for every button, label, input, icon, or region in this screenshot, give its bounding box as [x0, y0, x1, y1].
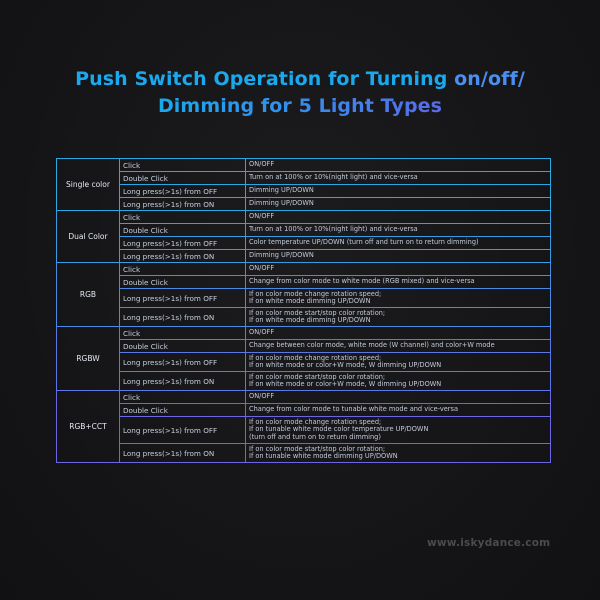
- title-line-1: [0, 66, 600, 93]
- description-line: Turn on at 100% or 10%(night light) and vice-versa: [249, 225, 418, 234]
- operation-table: [56, 158, 551, 463]
- description-line: Change from color mode to tunable white mode and vice-versa: [249, 405, 458, 414]
- description-cell: [246, 224, 551, 237]
- operation-cell: Long press(>1s) from ON: [120, 250, 246, 263]
- description-line: Dimming UP/DOWN: [249, 251, 314, 260]
- title-line-1-text: Push Switch Operation for Turning: [75, 68, 455, 90]
- operation-cell: Long press(>1s) from OFF: [120, 353, 246, 372]
- table-row: [57, 340, 551, 353]
- description-line: Turn on at 100% or 10%(night light) and vice-versa: [249, 173, 418, 182]
- description-cell: [246, 185, 551, 198]
- light-type-cell: Single color: [57, 159, 120, 211]
- light-type-cell: RGB+CCT: [57, 391, 120, 463]
- description-cell: [246, 263, 551, 276]
- description-cell: [246, 211, 551, 224]
- description-line: ON/OFF: [249, 212, 275, 221]
- table-row: [57, 391, 551, 404]
- description-cell: [246, 444, 551, 463]
- title-line-2: [0, 93, 600, 120]
- operation-cell: Double Click: [120, 340, 246, 353]
- description-line: If on tunable white mode dimming UP/DOWN: [249, 452, 398, 460]
- title-line-2-text: Dimming for 5 Light Types: [157, 95, 443, 117]
- description-line: Dimming UP/DOWN: [249, 186, 314, 195]
- light-type-cell: Dual Color: [57, 211, 120, 263]
- description-line: If on color mode start/stop color rotation;: [249, 308, 386, 317]
- operation-cell: Long press(>1s) from OFF: [120, 289, 246, 308]
- description-line: Change from color mode to white mode (RGB mixed) and vice-versa: [249, 277, 475, 286]
- operation-cell: Click: [120, 391, 246, 404]
- table-row: [57, 224, 551, 237]
- operation-cell: Long press(>1s) from ON: [120, 372, 246, 391]
- table-row: [57, 237, 551, 250]
- description-line: Dimming UP/DOWN: [249, 199, 314, 208]
- description-cell: [246, 198, 551, 211]
- table-row: [57, 211, 551, 224]
- operation-cell: Long press(>1s) from ON: [120, 444, 246, 463]
- table-row: [57, 185, 551, 198]
- operation-cell: Double Click: [120, 172, 246, 185]
- table-row: [57, 444, 551, 463]
- title-line-1-highlight: on/off/: [454, 68, 525, 90]
- operation-cell: Long press(>1s) from ON: [120, 198, 246, 211]
- operation-cell: Long press(>1s) from ON: [120, 308, 246, 327]
- operation-cell: Long press(>1s) from OFF: [120, 185, 246, 198]
- description-cell: [246, 353, 551, 372]
- table-row: [57, 250, 551, 263]
- description-cell: [246, 340, 551, 353]
- description-line: If on color mode start/stop color rotation;: [249, 372, 386, 381]
- description-line: If on white mode dimming UP/DOWN: [249, 316, 371, 324]
- description-line: If on white mode dimming UP/DOWN: [249, 297, 371, 305]
- operation-cell: Click: [120, 159, 246, 172]
- description-line: Change between color mode, white mode (W channel) and color+W mode: [249, 341, 495, 350]
- description-cell: [246, 159, 551, 172]
- description-line: If on white mode or color+W mode, W dimming UP/DOWN: [249, 380, 442, 388]
- description-line: If on color mode change rotation speed;: [249, 417, 382, 426]
- table-row: [57, 327, 551, 340]
- table-row: [57, 372, 551, 391]
- operation-cell: Long press(>1s) from OFF: [120, 237, 246, 250]
- watermark: www.iskydance.com: [427, 537, 551, 549]
- page-title: [0, 66, 600, 120]
- light-type-cell: RGBW: [57, 327, 120, 391]
- description-cell: [246, 276, 551, 289]
- description-line: If on tunable white mode color temperature UP/DOWN: [249, 425, 429, 434]
- description-line: Color temperature UP/DOWN (turn off and turn on to return dimming): [249, 238, 479, 247]
- description-line: ON/OFF: [249, 264, 275, 273]
- description-cell: [246, 237, 551, 250]
- operation-cell: Click: [120, 327, 246, 340]
- light-type-cell: RGB: [57, 263, 120, 327]
- description-cell: [246, 391, 551, 404]
- description-cell: [246, 172, 551, 185]
- description-line: ON/OFF: [249, 392, 275, 401]
- table-row: [57, 404, 551, 417]
- description-line: ON/OFF: [249, 160, 275, 169]
- operation-cell: Click: [120, 211, 246, 224]
- description-cell: [246, 289, 551, 308]
- description-cell: [246, 417, 551, 444]
- table-row: [57, 308, 551, 327]
- table-row: [57, 289, 551, 308]
- operation-cell: Long press(>1s) from OFF: [120, 417, 246, 444]
- description-line: ON/OFF: [249, 328, 275, 337]
- table-row: [57, 263, 551, 276]
- description-cell: [246, 308, 551, 327]
- description-cell: [246, 404, 551, 417]
- table-row: [57, 198, 551, 211]
- table-row: [57, 353, 551, 372]
- description-cell: [246, 372, 551, 391]
- description-cell: [246, 250, 551, 263]
- operation-cell: Double Click: [120, 224, 246, 237]
- operation-cell: Click: [120, 263, 246, 276]
- table-row: [57, 276, 551, 289]
- description-line: If on color mode start/stop color rotation;: [249, 444, 386, 453]
- table-row: [57, 159, 551, 172]
- table-row: [57, 417, 551, 444]
- description-line: If on color mode change rotation speed;: [249, 353, 382, 362]
- description-line: (turn off and turn on to return dimming): [249, 432, 381, 441]
- operation-cell: Double Click: [120, 404, 246, 417]
- description-cell: [246, 327, 551, 340]
- operation-cell: Double Click: [120, 276, 246, 289]
- table-row: [57, 172, 551, 185]
- description-line: If on white mode or color+W mode, W dimming UP/DOWN: [249, 361, 442, 369]
- description-line: If on color mode change rotation speed;: [249, 289, 382, 298]
